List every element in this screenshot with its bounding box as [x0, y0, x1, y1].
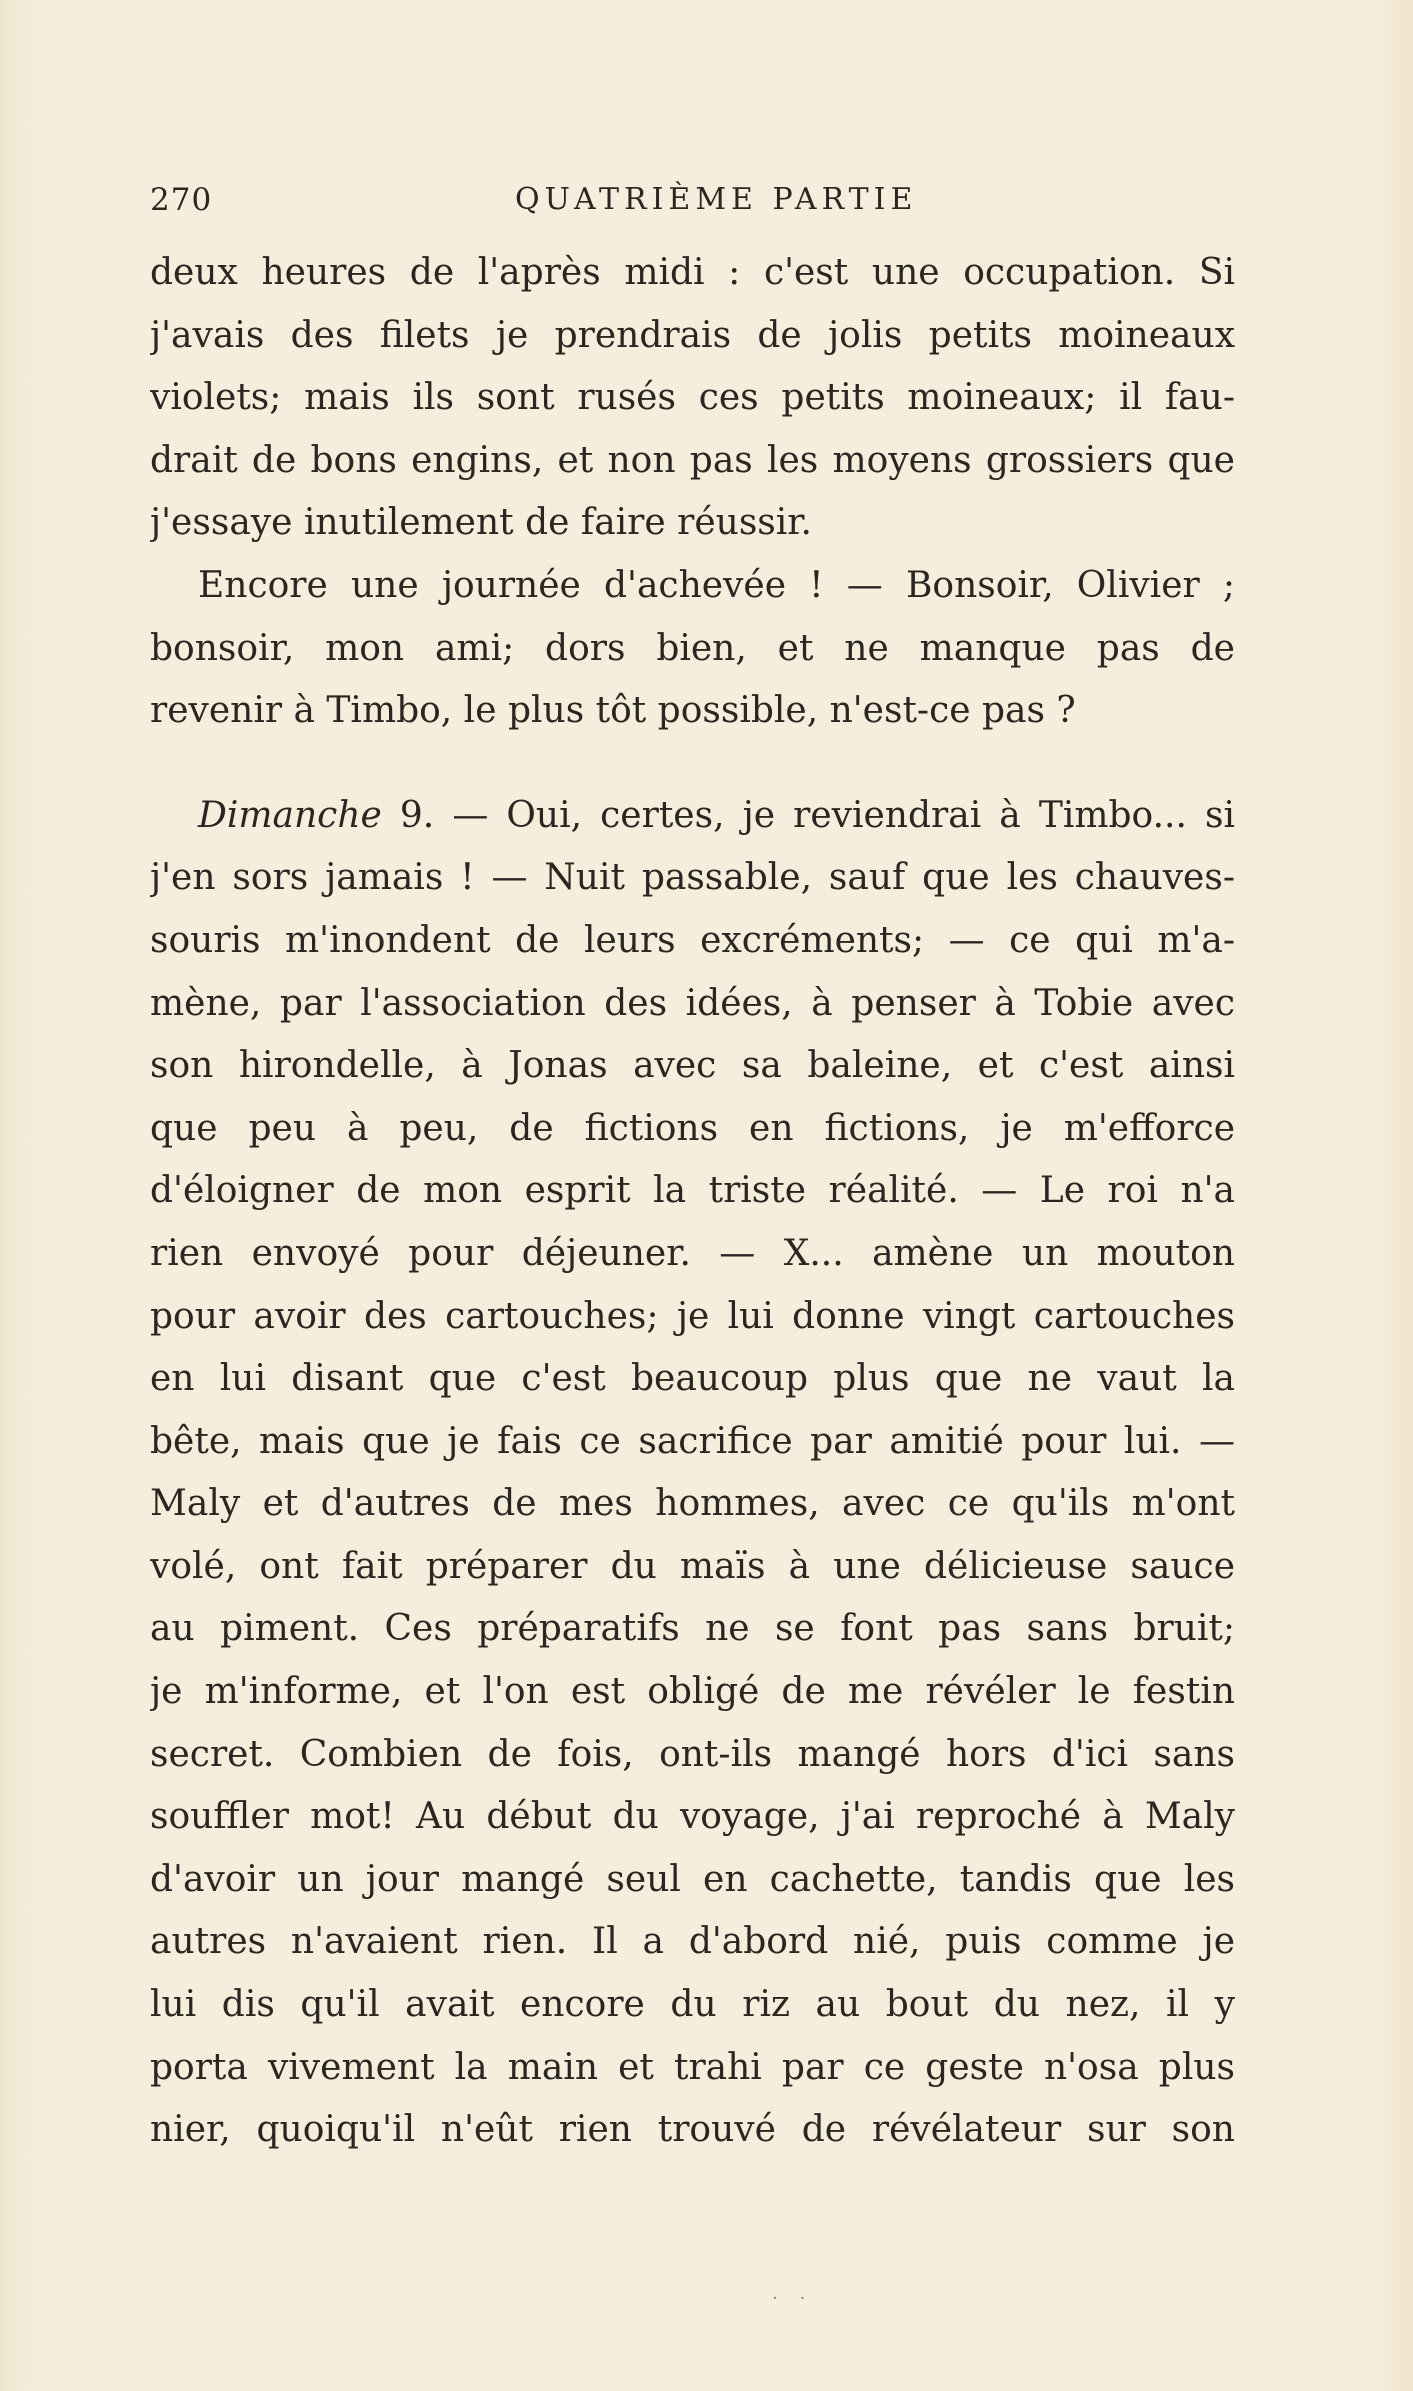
- text-line: secret. Combien de fois, ont-ils mangé hors d'ici sans: [150, 1733, 1235, 1775]
- text-line-dated: [150, 785, 1235, 848]
- text-line: deux heures de l'après midi : c'est une occupation. Si: [150, 252, 1235, 293]
- text-line: bête, mais que je fais ce sacrifice par amitié pour lui. —: [150, 1420, 1235, 1462]
- text-line: que peu à peu, de fictions en fictions, je m'efforce: [150, 1107, 1235, 1149]
- text-line: en lui disant que c'est beaucoup plus que ne vaut la: [150, 1358, 1235, 1400]
- text-line: d'éloigner de mon esprit la triste réalité. — Le roi n'a: [150, 1170, 1235, 1212]
- text-line: violets; mais ils sont rusés ces petits moineaux; il fau-: [150, 377, 1235, 419]
- text-line: souris m'inondent de leurs excréments; — ce qui m'a-: [150, 919, 1235, 961]
- text-line: son hirondelle, à Jonas avec sa baleine, et c'est ainsi: [150, 1045, 1235, 1087]
- paragraph-3: [150, 785, 1235, 2162]
- text-line: drait de bons engins, et non pas les moyens grossiers que: [150, 439, 1235, 481]
- page-header: [150, 178, 1235, 218]
- text-line: souffler mot! Au début du voyage, j'ai reproché à Maly: [150, 1796, 1235, 1838]
- paragraph-2: [150, 555, 1235, 743]
- text-line: nier, quoiqu'il n'eût rien trouvé de révélateur sur son: [150, 2109, 1235, 2151]
- text-line: Encore une journée d'achevée ! — Bonsoir, Olivier ;: [198, 564, 1235, 606]
- body-text: [150, 242, 1235, 2162]
- section-gap: [150, 743, 1235, 785]
- text-line: pour avoir des cartouches; je lui donne vingt cartouches: [150, 1295, 1235, 1337]
- text-line: lui dis qu'il avait encore du riz au bout du nez, il y: [150, 1984, 1235, 2026]
- page-number: 270: [150, 182, 213, 218]
- text-line: d'avoir un jour mangé seul en cachette, tandis que les: [150, 1858, 1235, 1900]
- running-head: QUATRIÈME PARTIE: [515, 182, 918, 217]
- text-line: volé, ont fait préparer du maïs à une délicieuse sauce: [150, 1545, 1235, 1587]
- text-line: porta vivement la main et trahi par ce geste n'osa plus: [150, 2046, 1235, 2088]
- text-line: mène, par l'association des idées, à penser à Tobie avec: [150, 982, 1235, 1024]
- text-line: j'en sors jamais ! — Nuit passable, sauf que les chauves-: [150, 857, 1235, 899]
- text-line: rien envoyé pour déjeuner. — X... amène un mouton: [150, 1232, 1235, 1274]
- text-line: revenir à Timbo, le plus tôt possible, n'est-ce pas ?: [150, 690, 1076, 732]
- footer-mark: · ·: [772, 2288, 814, 2309]
- text-line: Maly et d'autres de mes hommes, avec ce qu'ils m'ont: [150, 1483, 1235, 1525]
- text-line: j'avais des filets je prendrais de jolis petits moineaux: [150, 314, 1235, 356]
- date-label: Dimanche: [198, 794, 382, 836]
- text-line: au piment. Ces préparatifs ne se font pas sans bruit;: [150, 1608, 1235, 1650]
- paragraph-1: [150, 242, 1235, 555]
- text-line: je m'informe, et l'on est obligé de me révéler le festin: [150, 1671, 1235, 1713]
- text-line: j'essaye inutilement de faire réussir.: [150, 502, 812, 544]
- date-line-rest: 9. — Oui, certes, je reviendrai à Timbo... si: [381, 794, 1235, 836]
- text-line: autres n'avaient rien. Il a d'abord nié, puis comme je: [150, 1921, 1235, 1963]
- text-line: bonsoir, mon ami; dors bien, et ne manque pas de: [150, 627, 1235, 669]
